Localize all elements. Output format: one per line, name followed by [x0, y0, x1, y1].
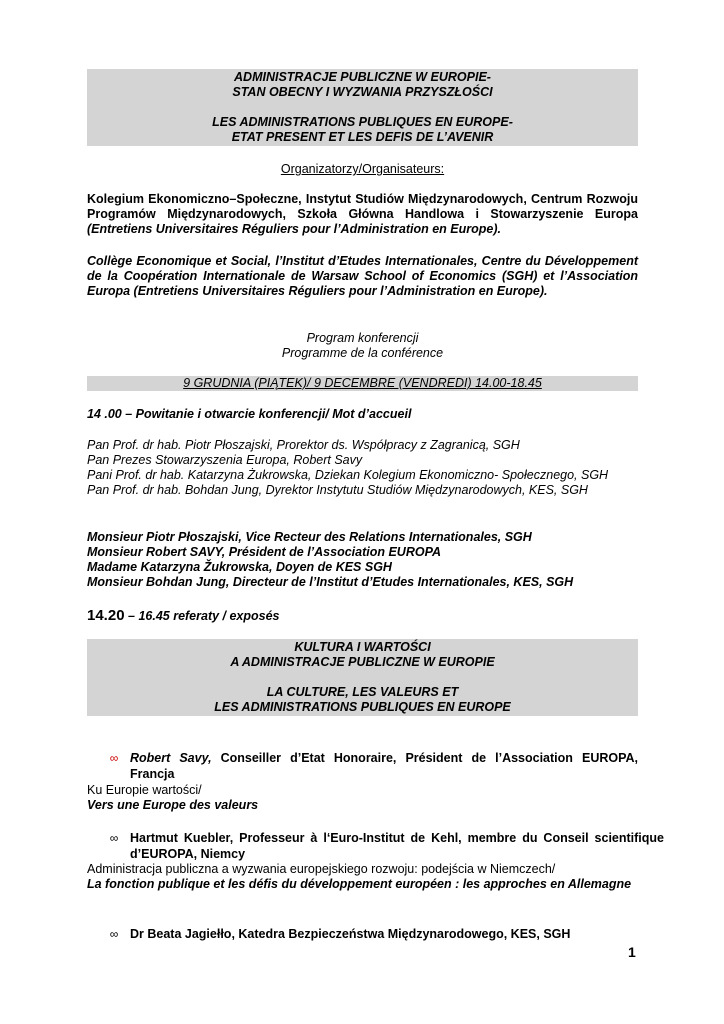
- session-time-start: 14.20: [87, 607, 125, 624]
- header-title-box: [87, 69, 638, 146]
- opening-pl-3: Pani Prof. dr hab. Katarzyna Żukrowska, Dziekan Kolegium Ekonomiczno- Społecznego, SGH: [87, 468, 609, 482]
- speaker-3-name: Dr Beata Jagiełło: [130, 927, 232, 941]
- speaker-1-name: Robert Savy,: [130, 751, 212, 765]
- session-time: [87, 607, 638, 624]
- speaker-2: [87, 830, 664, 862]
- speaker-1-topic-pl: Ku Europie wartości/: [87, 783, 202, 797]
- organizers-fr: Collège Economique et Social, l’Institut d’Etudes Internationales, Centre du Développement de la Coopération Internationale de Warsaw School of Economics (SGH) et l’Association Europa (Entretiens Universitaires Réguliers pour l’Administration en Europe).: [87, 254, 638, 298]
- infinity-bullet-icon: ∞: [109, 831, 119, 845]
- session-pl-line1: KULTURA I WARTOŚCI: [294, 640, 431, 654]
- organizers-pl: [87, 192, 638, 237]
- session-fr-line2: LES ADMINISTRATIONS PUBLIQUES EN EUROPE: [214, 700, 511, 714]
- speaker-1-role: Conseiller d’Etat Honoraire, Président de l’Association EUROPA, Francja: [130, 751, 639, 781]
- speaker-2-topic-fr: La fonction publique et les défis du développement européen : les approches en Allemagne: [87, 877, 632, 891]
- speaker-1: [87, 750, 638, 782]
- infinity-bullet-icon: ∞: [109, 751, 119, 765]
- opening-fr-list: [87, 530, 638, 590]
- opening-fr-1: Monsieur Piotr Płoszajski, Vice Recteur des Relations Internationales, SGH: [87, 530, 532, 544]
- speaker-2-topic-pl: Administracja publiczna a wyzwania europejskiego rozwoju: podejścia w Niemczech/: [87, 862, 556, 876]
- organizers-pl-bold: Kolegium Ekonomiczno–Społeczne, Instytut Studiów Międzynarodowych, Centrum Rozwoju Programów Międzynarodowych, Szkoła Główna Handlowa i Stowarzyszenie Europa: [87, 192, 638, 221]
- organizers-pl-italic: (Entretiens Universitaires Réguliers pour l’Administration en Europe).: [87, 222, 501, 236]
- session-fr-line1: LA CULTURE, LES VALEURS ET: [266, 685, 459, 699]
- speaker-1-topic-fr: Vers une Europe des valeurs: [87, 798, 259, 812]
- speaker-3: [87, 926, 638, 942]
- opening-pl-2: Pan Prezes Stowarzyszenia Europa, Robert Savy: [87, 453, 363, 467]
- header-pl-line1: ADMINISTRACJE PUBLICZNE W EUROPIE-: [234, 70, 491, 84]
- page-number: 1: [628, 944, 636, 960]
- program-fr: Programme de la conférence: [281, 346, 444, 360]
- opening-pl-1: Pan Prof. dr hab. Piotr Płoszajski, Prorektor ds. Współpracy z Zagranicą, SGH: [87, 438, 520, 452]
- opening-fr-2: Monsieur Robert SAVY, Président de l’Association EUROPA: [87, 545, 442, 559]
- session-pl-line2: A ADMINISTRACJE PUBLICZNE W EUROPIE: [230, 655, 495, 669]
- session-time-rest: – 16.45 referaty / exposés: [124, 609, 280, 623]
- opening-title: 14 .00 – Powitanie i otwarcie konferencji/ Mot d’accueil: [87, 407, 412, 421]
- opening-pl-4: Pan Prof. dr hab. Bohdan Jung, Dyrektor Instytutu Studiów Międzynarodowych, KES, SGH: [87, 483, 588, 497]
- header-fr-line1: LES ADMINISTRATIONS PUBLIQUES EN EUROPE-: [212, 115, 513, 129]
- header-fr-line2: ETAT PRESENT ET LES DEFIS DE L’AVENIR: [231, 130, 494, 144]
- organizers-label: Organizatorzy/Organisateurs:: [280, 162, 445, 176]
- speaker-2-text: Hartmut Kuebler, Professeur à l‘Euro-Institut de Kehl, membre du Conseil scientifique d’EUROPA, Niemcy: [130, 831, 664, 861]
- program-pl: Program konferencji: [306, 331, 419, 345]
- header-pl-line2: STAN OBECNY I WYZWANIA PRZYSZŁOŚCI: [232, 85, 493, 99]
- date-bar: 9 GRUDNIA (PIĄTEK)/ 9 DECEMBRE (VENDREDI) 14.00-18.45: [87, 376, 638, 391]
- opening-fr-4: Monsieur Bohdan Jung, Directeur de l’Institut d’Etudes Internationales, KES, SGH: [87, 575, 574, 589]
- session-title-box: [87, 639, 638, 716]
- opening-fr-3: Madame Katarzyna Žukrowska, Doyen de KES SGH: [87, 560, 392, 574]
- speaker-3-role: , Katedra Bezpieczeństwa Międzynarodowego, KES, SGH: [231, 927, 571, 941]
- opening-pl-list: [87, 438, 638, 498]
- infinity-bullet-icon: ∞: [109, 927, 119, 941]
